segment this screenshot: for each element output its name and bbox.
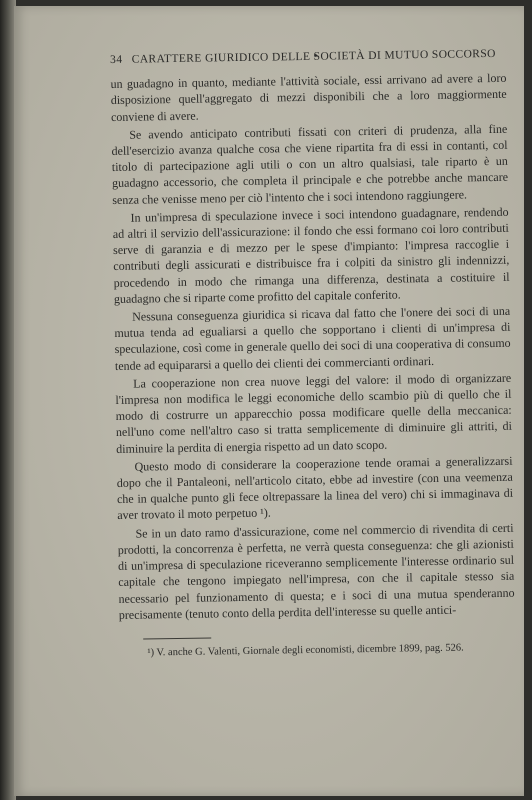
text-block [110,46,516,664]
footnote: ¹) V. anche G. Valenti, Giornale degli economisti, dicembre 1899, pag. 526. [147,642,464,659]
footnote-divider [143,637,211,639]
page-number: 34 [110,53,123,66]
paragraph: Nessuna conseguenza giuridica si ricava dal fatto che l'onere dei soci di una mutua tenda ad egualiarsi a quello che sopportano i clienti di un'impresa di speculazione, così come in generale quello dei soci di una cooperativa di consumo tende ad equipararsi a quello dei clienti dei commercianti ordinari. [114,303,511,373]
running-header [110,46,506,68]
book-page [14,6,524,796]
paragraph: La cooperazione non crea nuove leggi del valore: il modo di organizzare l'impresa non modifica le leggi economiche dello scambio più di quello che il modo di costrurre un apparecchio possa modificare quelle della meccanica: nell'uno come nell'altro caso si tratta semplicemente di diminuire gli attriti, di diminuire la perdita di energia rispetto ad un dato scopo. [115,370,513,456]
paragraph: un guadagno in quanto, mediante l'attività sociale, essi arrivano ad avere a loro disposizione quell'aggregato di mezzi disponibili che a loro maggiormente conviene di avere. [110,70,507,124]
running-title: CARATTERE GIURIDICO DELLE SOCIETÀ DI MUTUO SOCCORSO [131,47,496,66]
paragraph: Se avendo anticipato contributi fissati con criteri di prudenza, alla fine dell'esercizio avanza qualche cosa che viene ripartita fra di essi in contanti, col titolo di partecipazione agli utili o con un altro qualsiasi, tale riparto è un guadagno accessorio, che completa il principale e che potrebbe anche mancare senza che venisse meno per ciò l'intento che i soci intendono raggiungere. [111,121,509,207]
paragraph: Se in un dato ramo d'assicurazione, come nel commercio di rivendita di certi prodotti, la concorrenza è perfetta, ne verrà questa conseguenza: che gli azionisti di un'impresa di speculazione riceveranno semplicemente l'interesse ordinario sul capitale che tengono impiegato nell'impresa, con che il capitale stesso sia necessario pel funzionamento di questa; e i soci di una mutua spenderanno precisamente (tenuto conto della perdita dell'interesse su quelle antici- [117,520,515,622]
paragraph: Questo modo di considerare la cooperazione tende oramai a generalizzarsi dopo che il Pantaleoni, nell'articolo citato, ebbe ad investire (con una veemenza che in qualche punto gli fece oltrepassare la linea del vero) chi si immaginava di aver trovato il moto perpetuo ¹). [116,453,514,523]
paragraph: In un'impresa di speculazione invece i soci intendono guadagnare, rendendo ad altri il servizio dell'assicurazione: il fondo che essi formano coi loro contributi serve di garanzia e di mezzo per le spese d'impianto: l'impresa raccoglie i contributi degli assicurati e distribuisce fra i colpiti da sinistro gli indennizzi, procedendo in modo che rimanga una differenza, destinata a costituire il guadagno che si riparte come profitto del capitale conferito. [112,204,510,306]
